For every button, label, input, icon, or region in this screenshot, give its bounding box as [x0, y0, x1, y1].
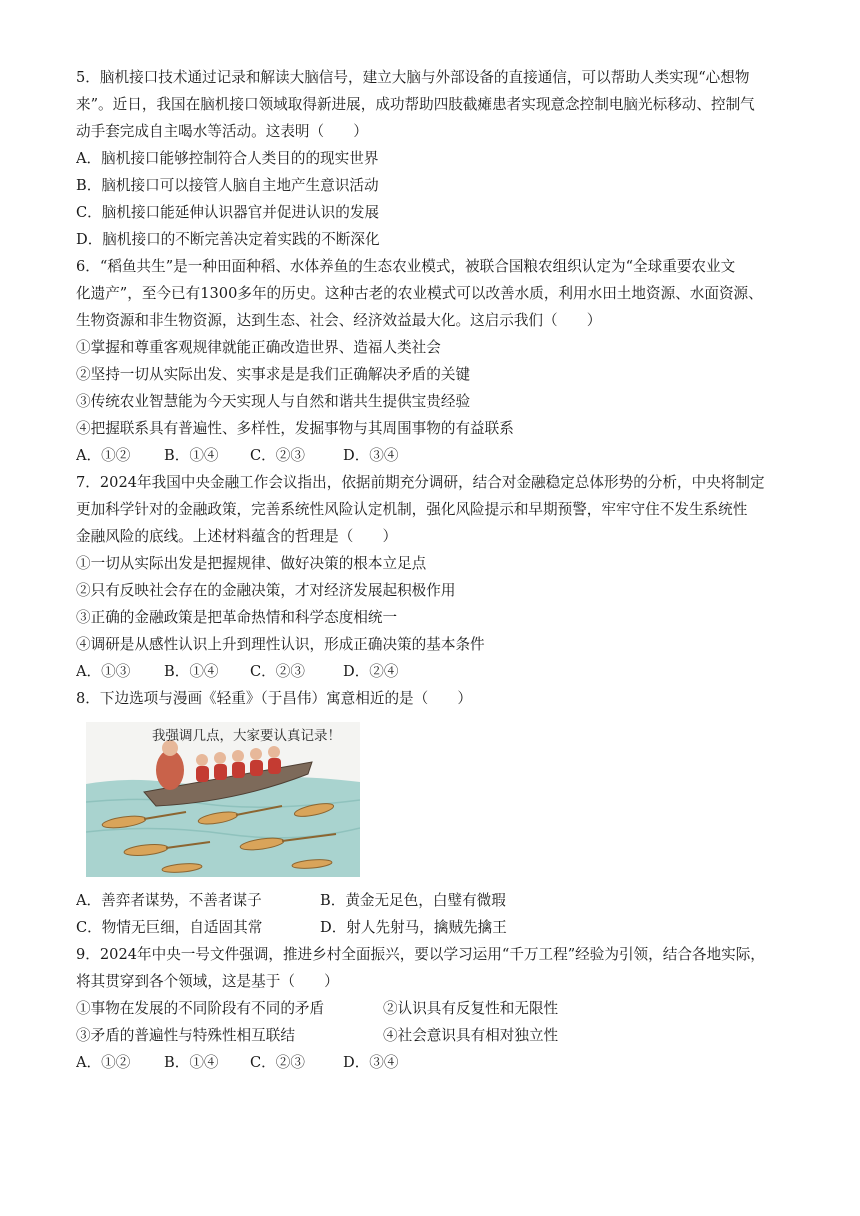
statements-row: [76, 995, 796, 1022]
option-c: C．物情无巨细，自适固其常: [76, 919, 263, 936]
option-d: D．③④: [343, 1054, 399, 1071]
cartoon-drawing: [86, 722, 360, 877]
question-stem-line: 生物资源和非生物资源，达到生态、社会、经济效益最大化。这启示我们（ ）: [76, 312, 602, 329]
question-8: [76, 685, 796, 941]
option-c: C．②③: [250, 1054, 305, 1071]
question-5: [76, 64, 796, 253]
option-b: B．①④: [164, 447, 219, 464]
cartoon-image: [86, 722, 360, 877]
option-a: A．脑机接口能够控制符合人类目的的现实世界: [76, 150, 379, 167]
question-stem-line: 动手套完成自主喝水等活动。这表明（ ）: [76, 123, 368, 140]
statement-3: ③矛盾的普遍性与特殊性相互联结: [76, 1027, 295, 1044]
option-d: D．脑机接口的不断完善决定着实践的不断深化: [76, 231, 380, 248]
question-stem-line: 5．脑机接口技术通过记录和解读大脑信号，建立大脑与外部设备的直接通信，可以帮助人类实现“心想物: [76, 69, 750, 86]
option-a: A．善弈者谋势，不善者谋子: [76, 892, 262, 909]
option-c: C．②③: [250, 663, 305, 680]
question-stem-line: 将其贯穿到各个领域，这是基于（ ）: [76, 973, 339, 990]
options-row: [76, 914, 796, 941]
statement-4: ④社会意识具有相对独立性: [383, 1027, 559, 1044]
question-stem-line: 8．下边选项与漫画《轻重》（于昌伟）寓意相近的是（ ）: [76, 690, 473, 707]
statement-2: ②只有反映社会存在的金融决策，才对经济发展起积极作用: [76, 582, 456, 599]
option-d: D．③④: [343, 447, 399, 464]
statement-1: ①掌握和尊重客观规律就能正确改造世界、造福人类社会: [76, 339, 441, 356]
statement-3: ③正确的金融政策是把革命热情和科学态度相统一: [76, 609, 398, 626]
question-stem-line: 来”。近日，我国在脑机接口领域取得新进展，成功帮助四肢截瘫患者实现意念控制电脑光标移动、控制气: [76, 96, 755, 113]
statement-4: ④调研是从感性认识上升到理性认识，形成正确决策的基本条件: [76, 636, 485, 653]
option-d: D．②④: [343, 663, 399, 680]
option-b: B．①④: [164, 663, 219, 680]
cartoon-caption: 我强调几点，大家要认真记录！: [152, 728, 341, 744]
options-row: [76, 887, 796, 914]
statement-1: ①一切从实际出发是把握规律、做好决策的根本立足点: [76, 555, 427, 572]
question-9: [76, 941, 796, 1076]
statement-2: ②认识具有反复性和无限性: [383, 1000, 559, 1017]
question-7: [76, 469, 796, 685]
question-stem-line: 7．2024年我国中央金融工作会议指出，依据前期充分调研，结合对金融稳定总体形势的分析，中央将制定: [76, 474, 765, 491]
question-stem-line: 6．“稻鱼共生”是一种田面种稻、水体养鱼的生态农业模式，被联合国粮农组织认定为“全球重要农业文: [76, 258, 736, 275]
options-row: [76, 658, 796, 685]
statement-3: ③传统农业智慧能为今天实现人与自然和谐共生提供宝贵经验: [76, 393, 471, 410]
options-row: [76, 1049, 796, 1076]
option-a: A．①③: [76, 663, 131, 680]
option-c: C．②③: [250, 447, 305, 464]
question-6: [76, 253, 796, 469]
option-b: B．黄金无足色，白璧有微瑕: [320, 892, 506, 909]
option-b: B．脑机接口可以接管人脑自主地产生意识活动: [76, 177, 379, 194]
question-stem-line: 金融风险的底线。上述材料蕴含的哲理是（ ）: [76, 528, 398, 545]
option-a: A．①②: [76, 1054, 131, 1071]
question-stem-line: 9．2024年中央一号文件强调，推进乡村全面振兴，要以学习运用“千万工程”经验为引领，结合各地实际，: [76, 946, 765, 963]
option-c: C．脑机接口能延伸认识器官并促进认识的发展: [76, 204, 380, 221]
statement-1: ①事物在发展的不同阶段有不同的矛盾: [76, 1000, 325, 1017]
option-b: B．①④: [164, 1054, 219, 1071]
question-stem-line: 更加科学针对的金融政策，完善系统性风险认定机制，强化风险提示和早期预警，牢牢守住不发生系统性: [76, 501, 748, 518]
statement-4: ④把握联系具有普遍性、多样性，发掘事物与其周围事物的有益联系: [76, 420, 514, 437]
question-stem-line: 化遗产”，至今已有1300多年的历史。这种古老的农业模式可以改善水质，利用水田土地资源、水面资源、: [76, 285, 763, 302]
option-a: A．①②: [76, 447, 131, 464]
statement-2: ②坚持一切从实际出发、实事求是是我们正确解决矛盾的关键: [76, 366, 471, 383]
statements-row: [76, 1022, 796, 1049]
option-d: D．射人先射马，擒贼先擒王: [320, 919, 507, 936]
exam-page: [76, 64, 796, 1076]
options-row: [76, 442, 796, 469]
